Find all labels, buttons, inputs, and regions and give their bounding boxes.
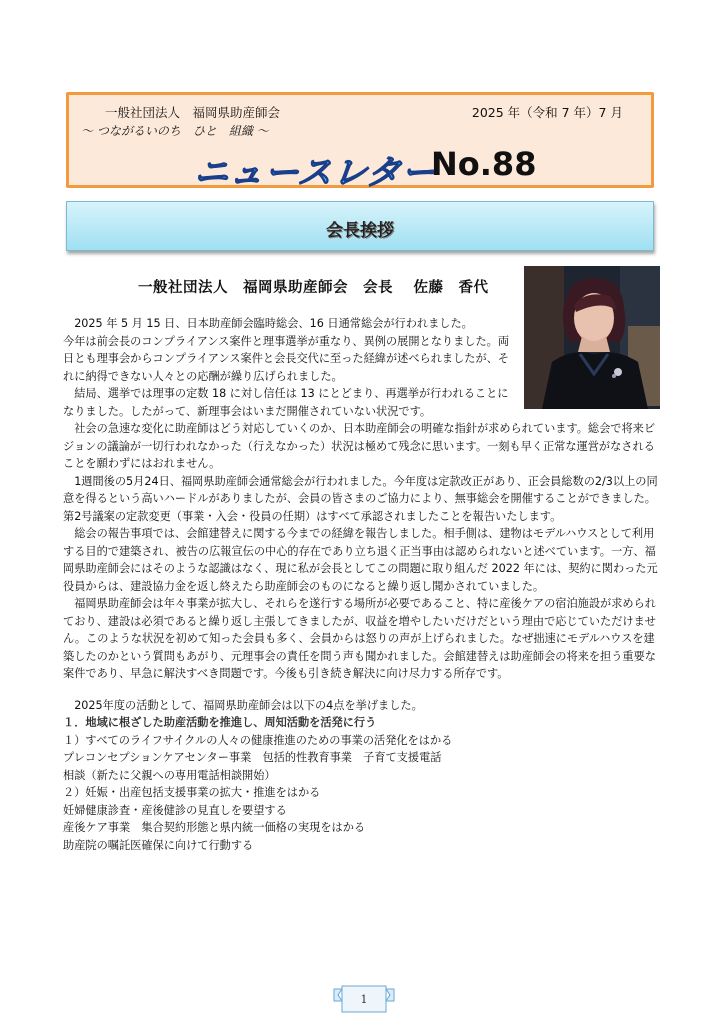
page-number: 1: [360, 993, 368, 1006]
section-title: 会長挨拶: [326, 221, 394, 241]
newsletter-title: ニュースレター: [192, 153, 439, 193]
activity-sub-2-line: 助産院の嘱託医確保に向けて行動する: [63, 838, 254, 852]
issue-date: 2025 年（令和 7 年）7 月: [471, 105, 623, 120]
section-banner: [66, 201, 654, 251]
activity-sub-2: ２）妊娠・出産包括支援事業の拡大・推進をはかる: [63, 786, 321, 799]
activity-sub-1-line: 相談（新たに父親への専用電話相談開始）: [63, 768, 276, 782]
author-line: 一般社団法人 福岡県助産師会 会長 佐藤 香代: [138, 280, 489, 296]
paragraph-gap: [63, 683, 663, 697]
paragraph: 今年は前会長のコンプライアンス案件と理事選挙が重なり、異例の展開となりました。両日とも理事会からコンプライアンス案件と会長交代に至った経緯が述べられましたが、それに納得できない人々との応酬が繰り広げられました。: [63, 334, 510, 383]
paragraph: 2025年度の活動として、福岡県助産師会は以下の4点を挙げました。: [74, 698, 423, 712]
activity-sub-1-line: プレコンセプションケアセンター事業 包括的性教育事業 子育て支援電話: [63, 751, 442, 764]
article-body: [63, 315, 663, 854]
activity-item-1: １．地域に根ざした助産活動を推進し、周知活動を活発に行う: [63, 716, 377, 729]
issue-number: No.88: [431, 145, 537, 183]
page-footer: [332, 985, 396, 1019]
paragraph: 福岡県助産師会は年々事業が拡大し、それらを遂行する場所が必要であること、特に産後ケアの宿泊施設が求められており、建設は必須であると繰り返し主張してきましたが、収益を増やしたいだけだという理由で応じていただけません。このような状況を初めて知った会員も多く、会員からは怒りの声が上げられました。なぜ拙速にモデルハウスを建築したのかという質問もあがり、元理事会の責任を問う声も聞かれました。会館建替えは助産師会の将来を担う重要な案件であり、早急に解決すべき問題です。今後も引き続き解決に向け尽力する所存です。: [63, 597, 656, 680]
paragraph: 総会の報告事項では、会館建替えに関する今までの経緯を報告しました。相手側は、建物はモデルハウスとして利用する目的で建築され、被告の広報宣伝の中心的存在であり立ち退く正当事由は認められないと述べています。一方、福岡県助産師会にはそのような認識はなく、現に私が会長としてこの問題に取り組んだ 2022 年には、契約に関わった元役員からは、建設協力金を返し終えたら助産師会のものになると繰り返し聞かされていました。: [63, 527, 658, 593]
paragraph: 社会の急速な変化に助産師はどう対応していくのか、日本助産師会の明確な指針が求められています。総会で将来ビジョンの議論が一切行われなかった（行えなかった）状況は極めて残念に思います。一刻も早く正常な運営がなされることを願わずにはおれません。: [63, 422, 656, 470]
paragraph: 2025 年 5 月 15 日、日本助産師会臨時総会、16 日通常総会が行われました。: [74, 317, 473, 330]
activity-sub-2-line: 妊婦健康診査・産後健診の見直しを要望する: [63, 803, 287, 817]
activity-sub-2-line: 産後ケア事業 集合契約形態と県内統一価格の実現をはかる: [63, 821, 366, 834]
newsletter-header: [66, 92, 654, 193]
activity-sub-1: １）すべてのライフサイクルの人々の健康推進のための事業の活発化をはかる: [63, 733, 453, 747]
organization-name: 一般社団法人 福岡県助産師会: [105, 105, 281, 120]
paragraph: 結局、選挙では理事の定数 18 に対し信任は 13 にとどまり、再選挙が行われることになりました。したがって、新理事会はいまだ開催されていない状況です。: [63, 387, 509, 418]
paragraph: 1週間後の5月24日、福岡県助産師会通常総会が行われました。今年度は定款改正があり、正会員総数の2/3以上の同意を得るという高いハードルがありましたが、会員の皆さまのご協力により、無事総会を開催することができました。第2号議案の定款変更（事業・入会・役員の任期）はすべて承認されましたことを報告いたします。: [63, 474, 658, 523]
motto: ～ つながるいのち ひと 組織 ～: [81, 124, 269, 138]
